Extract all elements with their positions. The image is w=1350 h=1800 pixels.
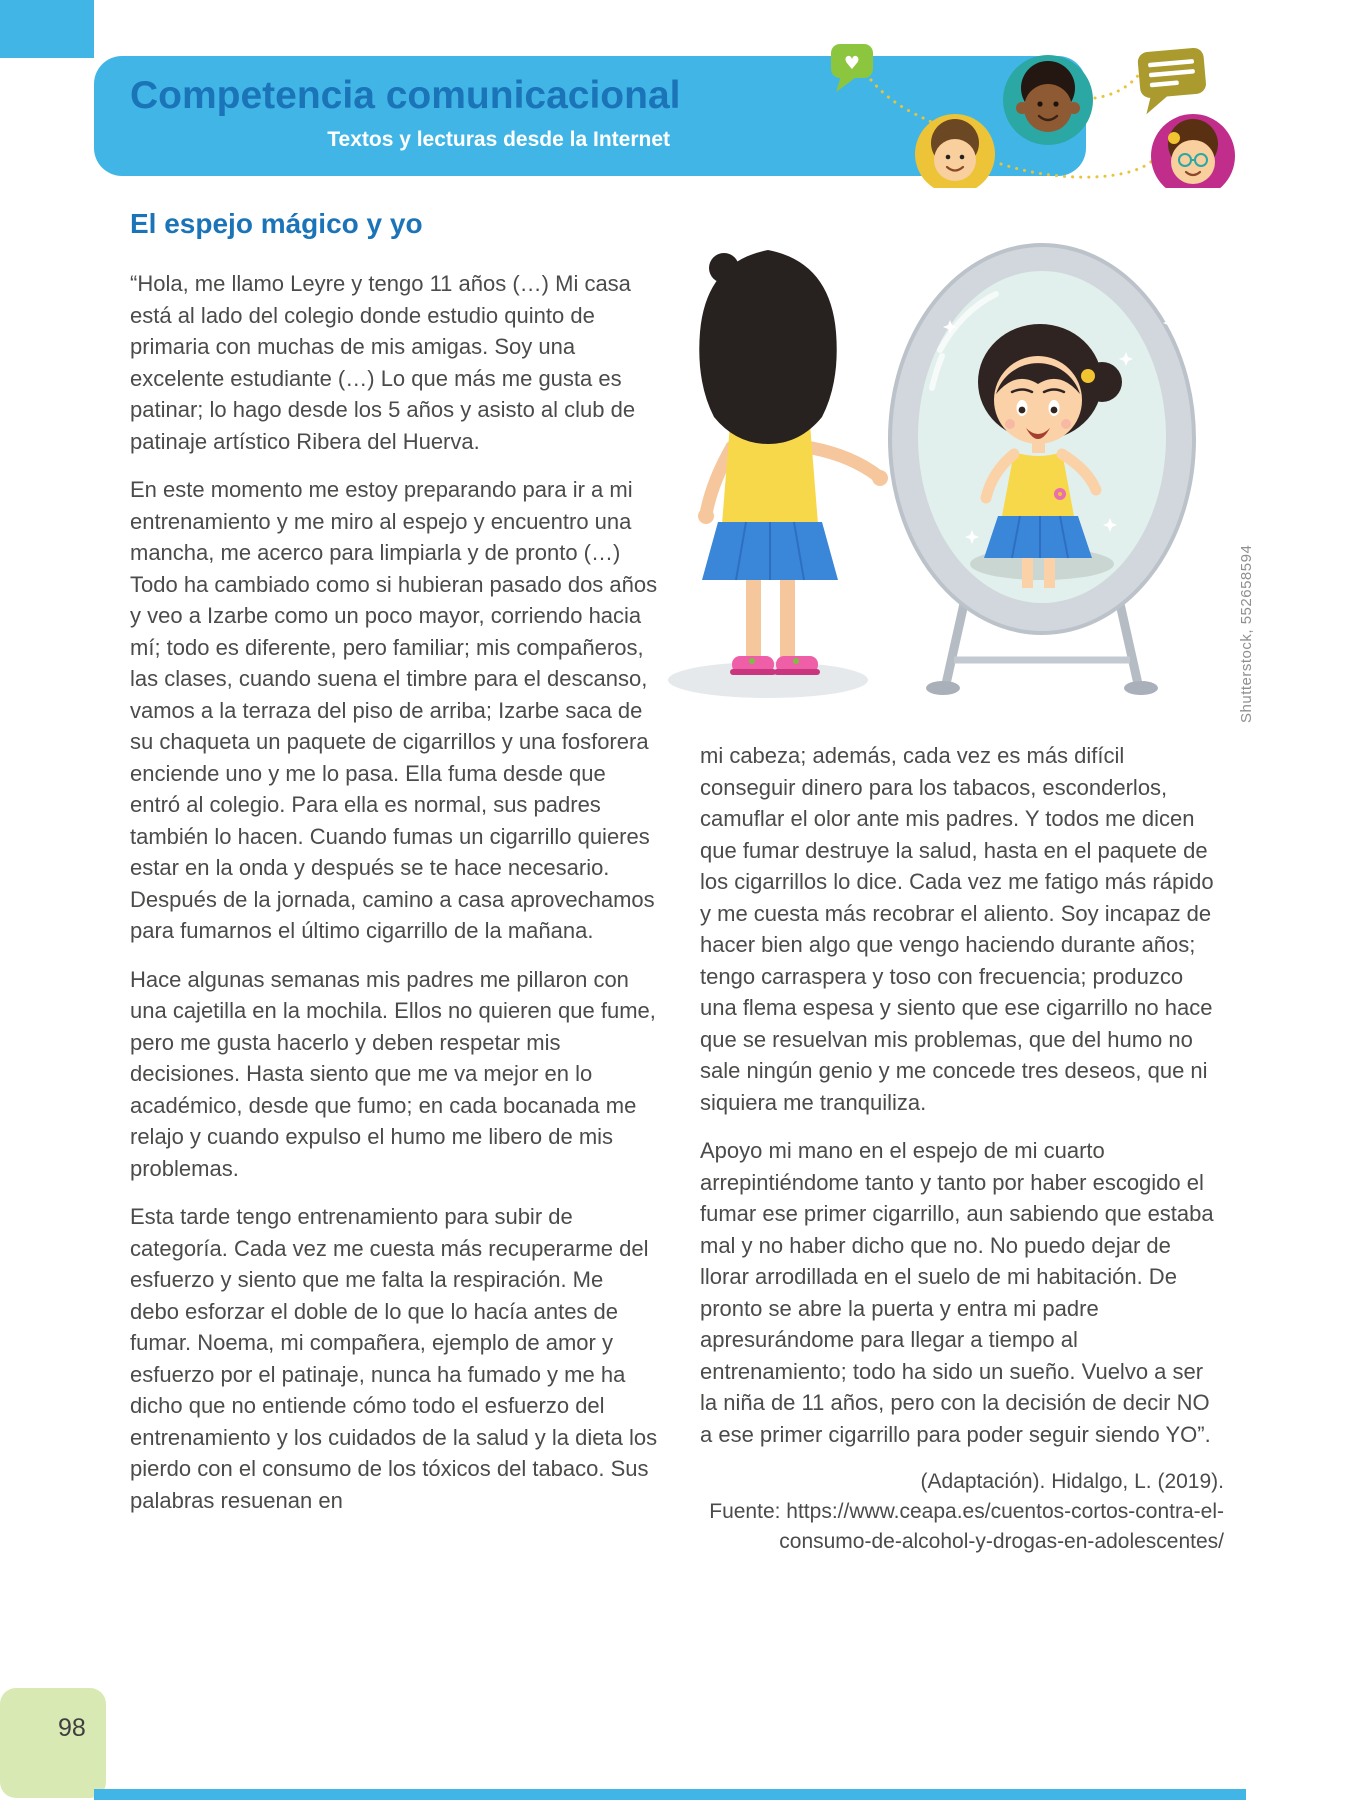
- paragraph: En este momento me estoy preparando para ir a mi entrenamiento y me miro al espejo y encuentro una mancha, me acerco para limpiarla y de pronto (…) Todo ha cambiado como si hubieran pasado dos años y veo a Izarbe como un poco mayor, corriendo hacia mí; todo es diferente, pero familiar; mis compañeros, las clases, cuando suena el timbre para el descanso, vamos a la terraza del piso de arriba; Izarbe saca de su chaqueta un paquete de cigarrillos y una fosforera enciende uno y me lo pasa. Ella fuma desde que entró al colegio. Para ella es normal, sus padres también lo hacen. Cuando fumas un cigarrillo quieres estar en la onda y después se te hace necesario. Después de la jornada, camino a casa aprovechamos para fumarnos el último cigarrillo de la mañana.: [130, 477, 658, 943]
- attribution-line: (Adaptación). Hidalgo, L. (2019).: [920, 1470, 1224, 1493]
- chat-lines-bubble-icon: [1137, 47, 1208, 115]
- girl-back-view: [668, 250, 888, 698]
- girl-avatar-magenta-icon: [1151, 114, 1235, 188]
- boy-avatar-teal-icon: [1003, 55, 1093, 145]
- article-left-column: [130, 268, 658, 1533]
- paragraph: “Hola, me llamo Leyre y tengo 11 años (…) Mi casa está al lado del colegio donde estudio quinto de primaria con muchas de mis amigas. Soy una excelente estudiante (…) Lo que más me gusta es patinar; lo hago desde los 5 años y asisto al club de patinaje artístico Ribera del Huerva.: [130, 271, 636, 454]
- paragraph: mi cabeza; además, cada vez es más difícil conseguir dinero para los tabacos, esconderlos, camuflar el olor ante mis padres. Y todos me dicen que fumar destruye la salud, hasta en el paquete de los cigarrillos lo dice. Cada vez me fatigo más rápido y me cuesta más recobrar el aliento. Soy incapaz de hacer bien algo que vengo haciendo durante años; tengo carraspera y toso con frecuencia; produzco una flema espesa y siento que ese cigarrillo no hace que se resuelvan mis problemas, que del humo no sale ningún genio y me concede tres deseos, que ni siquiera me tranquiliza.: [700, 743, 1214, 1115]
- boy-avatar-yellow-icon: [915, 114, 995, 188]
- heart-bubble-icon: [831, 44, 873, 92]
- header-characters-illustration: [805, 38, 1285, 188]
- corner-accent: [0, 0, 94, 58]
- mirror-illustration: [640, 232, 1232, 722]
- attribution-line: Fuente: https://www.ceapa.es/cuentos-cortos-contra-el-: [709, 1500, 1224, 1523]
- page-subtitle: Textos y lecturas desde la Internet: [327, 128, 670, 151]
- article-right-column: [700, 740, 1224, 1557]
- image-credit: Shutterstock, 552658594: [1238, 544, 1255, 723]
- page-title: Competencia comunicacional: [130, 74, 681, 117]
- paragraph: Apoyo mi mano en el espejo de mi cuarto arrepintiéndome tanto y tanto por haber escogido el fumar ese primer cigarrillo, aun sabiendo que estaba mal y no haber dicho que no. No puedo dejar de llorar arrodillada en el suelo de mi habitación. De pronto se abre la puerta y entra mi padre apresurándome para llegar a tiempo al entrenamiento; todo ha sido un sueño. Vuelvo a ser la niña de 11 años, pero con la decisión de decir NO a ese primer cigarrillo para poder seguir siendo YO”.: [700, 1138, 1214, 1447]
- attribution-line: consumo-de-alcohol-y-drogas-en-adolescentes/: [779, 1530, 1224, 1553]
- page-number: 98: [58, 1714, 86, 1742]
- page-number-block: [0, 1688, 106, 1798]
- bottom-accent-strip: [94, 1789, 1246, 1800]
- paragraph: Esta tarde tengo entrenamiento para subir de categoría. Cada vez me cuesta más recuperarme del esfuerzo y siento que me falta la respiración. Me debo esforzar el doble de lo que lo hacía antes de fumar. Noema, mi compañera, ejemplo de amor y esfuerzo por el patinaje, nunca ha fumado y me ha dicho que no entiende cómo todo el esfuerzo del entrenamiento y los cuidados de la salud y la dieta los pierdo con el consumo de los tóxicos del tabaco. Sus palabras resuenan en: [130, 1204, 658, 1513]
- article-heading: El espejo mágico y yo: [130, 208, 423, 239]
- svg-text:♥: ♥: [843, 53, 861, 74]
- attribution: [700, 1467, 1224, 1557]
- paragraph: Hace algunas semanas mis padres me pillaron con una cajetilla en la mochila. Ellos no quieren que fume, pero me gusta hacerlo y deben respetar mis decisiones. Hasta siento que me va mejor en lo académico, desde que fumo; en cada bocanada me relajo y cuando expulso el humo me libero de mis problemas.: [130, 966, 656, 1181]
